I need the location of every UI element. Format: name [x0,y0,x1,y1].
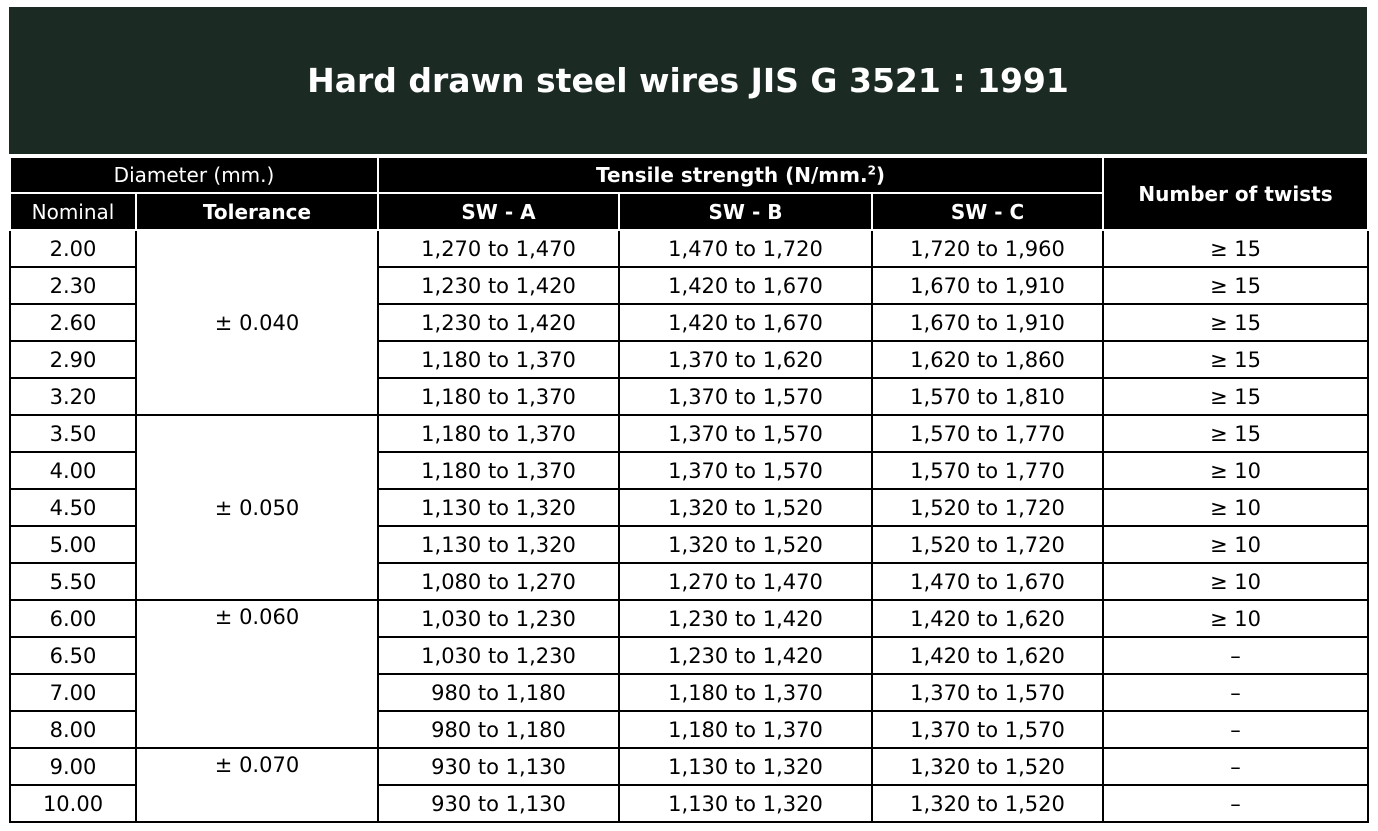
sw-c-cell: 1,320 to 1,520 [872,785,1103,822]
sw-a-cell: 980 to 1,180 [378,711,619,748]
sw-b-header: SW - B [619,193,872,230]
tensile-strength-close: ) [875,163,886,187]
nominal-cell: 10.00 [10,785,136,822]
sw-c-cell: 1,620 to 1,860 [872,341,1103,378]
table-row [10,600,1368,637]
sw-a-cell: 930 to 1,130 [378,748,619,785]
sw-c-cell: 1,520 to 1,720 [872,489,1103,526]
table-row [10,230,1368,267]
sw-a-cell: 1,230 to 1,420 [378,267,619,304]
tensile-strength-header [378,157,1103,193]
sw-b-cell: 1,370 to 1,570 [619,415,872,452]
sw-c-cell: 1,370 to 1,570 [872,711,1103,748]
nominal-cell: 2.30 [10,267,136,304]
sw-a-cell: 1,180 to 1,370 [378,415,619,452]
sw-a-cell: 1,030 to 1,230 [378,637,619,674]
sw-b-cell: 1,320 to 1,520 [619,489,872,526]
nominal-cell: 2.90 [10,341,136,378]
title-banner [9,7,1367,154]
sw-c-cell: 1,370 to 1,570 [872,674,1103,711]
tensile-strength-superscript: 2 [867,163,876,178]
nominal-cell: 2.60 [10,304,136,341]
sw-a-cell: 980 to 1,180 [378,674,619,711]
sw-b-cell: 1,130 to 1,320 [619,785,872,822]
twists-cell: – [1103,637,1368,674]
page-title: Hard drawn steel wires JIS G 3521 : 1991 [307,61,1069,100]
nominal-cell: 2.00 [10,230,136,267]
nominal-cell: 3.50 [10,415,136,452]
twists-cell: ≥ 10 [1103,563,1368,600]
sw-b-cell: 1,230 to 1,420 [619,600,872,637]
sw-b-cell: 1,370 to 1,570 [619,378,872,415]
sw-b-cell: 1,370 to 1,620 [619,341,872,378]
nominal-cell: 4.00 [10,452,136,489]
nominal-cell: 3.20 [10,378,136,415]
twists-cell: ≥ 15 [1103,230,1368,267]
nominal-cell: 6.00 [10,600,136,637]
twists-header: Number of twists [1103,157,1368,230]
tolerance-cell: ± 0.070 [136,748,378,822]
table-body [10,230,1368,822]
nominal-cell: 5.50 [10,563,136,600]
twists-cell: ≥ 10 [1103,600,1368,637]
sw-a-cell: 1,180 to 1,370 [378,452,619,489]
twists-cell: ≥ 15 [1103,341,1368,378]
table-row [10,415,1368,452]
sw-b-cell: 1,420 to 1,670 [619,267,872,304]
twists-cell: ≥ 15 [1103,267,1368,304]
nominal-cell: 7.00 [10,674,136,711]
tolerance-cell: ± 0.060 [136,600,378,748]
twists-cell: ≥ 15 [1103,378,1368,415]
sw-a-cell: 1,080 to 1,270 [378,563,619,600]
nominal-header: Nominal [10,193,136,230]
diameter-header: Diameter (mm.) [10,157,378,193]
sw-a-cell: 1,230 to 1,420 [378,304,619,341]
twists-cell: – [1103,748,1368,785]
sw-b-cell: 1,320 to 1,520 [619,526,872,563]
sw-b-cell: 1,420 to 1,670 [619,304,872,341]
table-row [10,748,1368,785]
tensile-strength-label: Tensile strength (N/mm. [595,163,868,187]
nominal-cell: 4.50 [10,489,136,526]
sw-b-cell: 1,230 to 1,420 [619,637,872,674]
sw-b-cell: 1,270 to 1,470 [619,563,872,600]
twists-cell: ≥ 10 [1103,526,1368,563]
sw-b-cell: 1,180 to 1,370 [619,711,872,748]
sw-b-cell: 1,470 to 1,720 [619,230,872,267]
sw-c-cell: 1,420 to 1,620 [872,600,1103,637]
sw-c-cell: 1,720 to 1,960 [872,230,1103,267]
sw-b-cell: 1,180 to 1,370 [619,674,872,711]
nominal-cell: 5.00 [10,526,136,563]
sw-c-cell: 1,570 to 1,810 [872,378,1103,415]
sw-a-cell: 930 to 1,130 [378,785,619,822]
sw-c-cell: 1,520 to 1,720 [872,526,1103,563]
specification-table [9,156,1369,823]
sw-c-cell: 1,570 to 1,770 [872,452,1103,489]
twists-cell: ≥ 15 [1103,304,1368,341]
nominal-cell: 6.50 [10,637,136,674]
sw-a-cell: 1,180 to 1,370 [378,341,619,378]
sw-a-cell: 1,030 to 1,230 [378,600,619,637]
nominal-cell: 9.00 [10,748,136,785]
nominal-cell: 8.00 [10,711,136,748]
sw-b-cell: 1,370 to 1,570 [619,452,872,489]
sw-b-cell: 1,130 to 1,320 [619,748,872,785]
sw-c-cell: 1,320 to 1,520 [872,748,1103,785]
sw-c-cell: 1,670 to 1,910 [872,304,1103,341]
twists-cell: ≥ 15 [1103,415,1368,452]
twists-cell: – [1103,711,1368,748]
sw-a-cell: 1,270 to 1,470 [378,230,619,267]
sw-c-cell: 1,670 to 1,910 [872,267,1103,304]
tolerance-cell: ± 0.050 [136,415,378,600]
sw-a-cell: 1,180 to 1,370 [378,378,619,415]
sw-a-header: SW - A [378,193,619,230]
sw-c-cell: 1,470 to 1,670 [872,563,1103,600]
sw-a-cell: 1,130 to 1,320 [378,526,619,563]
sw-c-cell: 1,420 to 1,620 [872,637,1103,674]
tolerance-cell: ± 0.040 [136,230,378,415]
sw-a-cell: 1,130 to 1,320 [378,489,619,526]
twists-cell: ≥ 10 [1103,489,1368,526]
sw-c-cell: 1,570 to 1,770 [872,415,1103,452]
twists-cell: – [1103,674,1368,711]
sw-c-header: SW - C [872,193,1103,230]
twists-cell: – [1103,785,1368,822]
twists-cell: ≥ 10 [1103,452,1368,489]
tolerance-header: Tolerance [136,193,378,230]
